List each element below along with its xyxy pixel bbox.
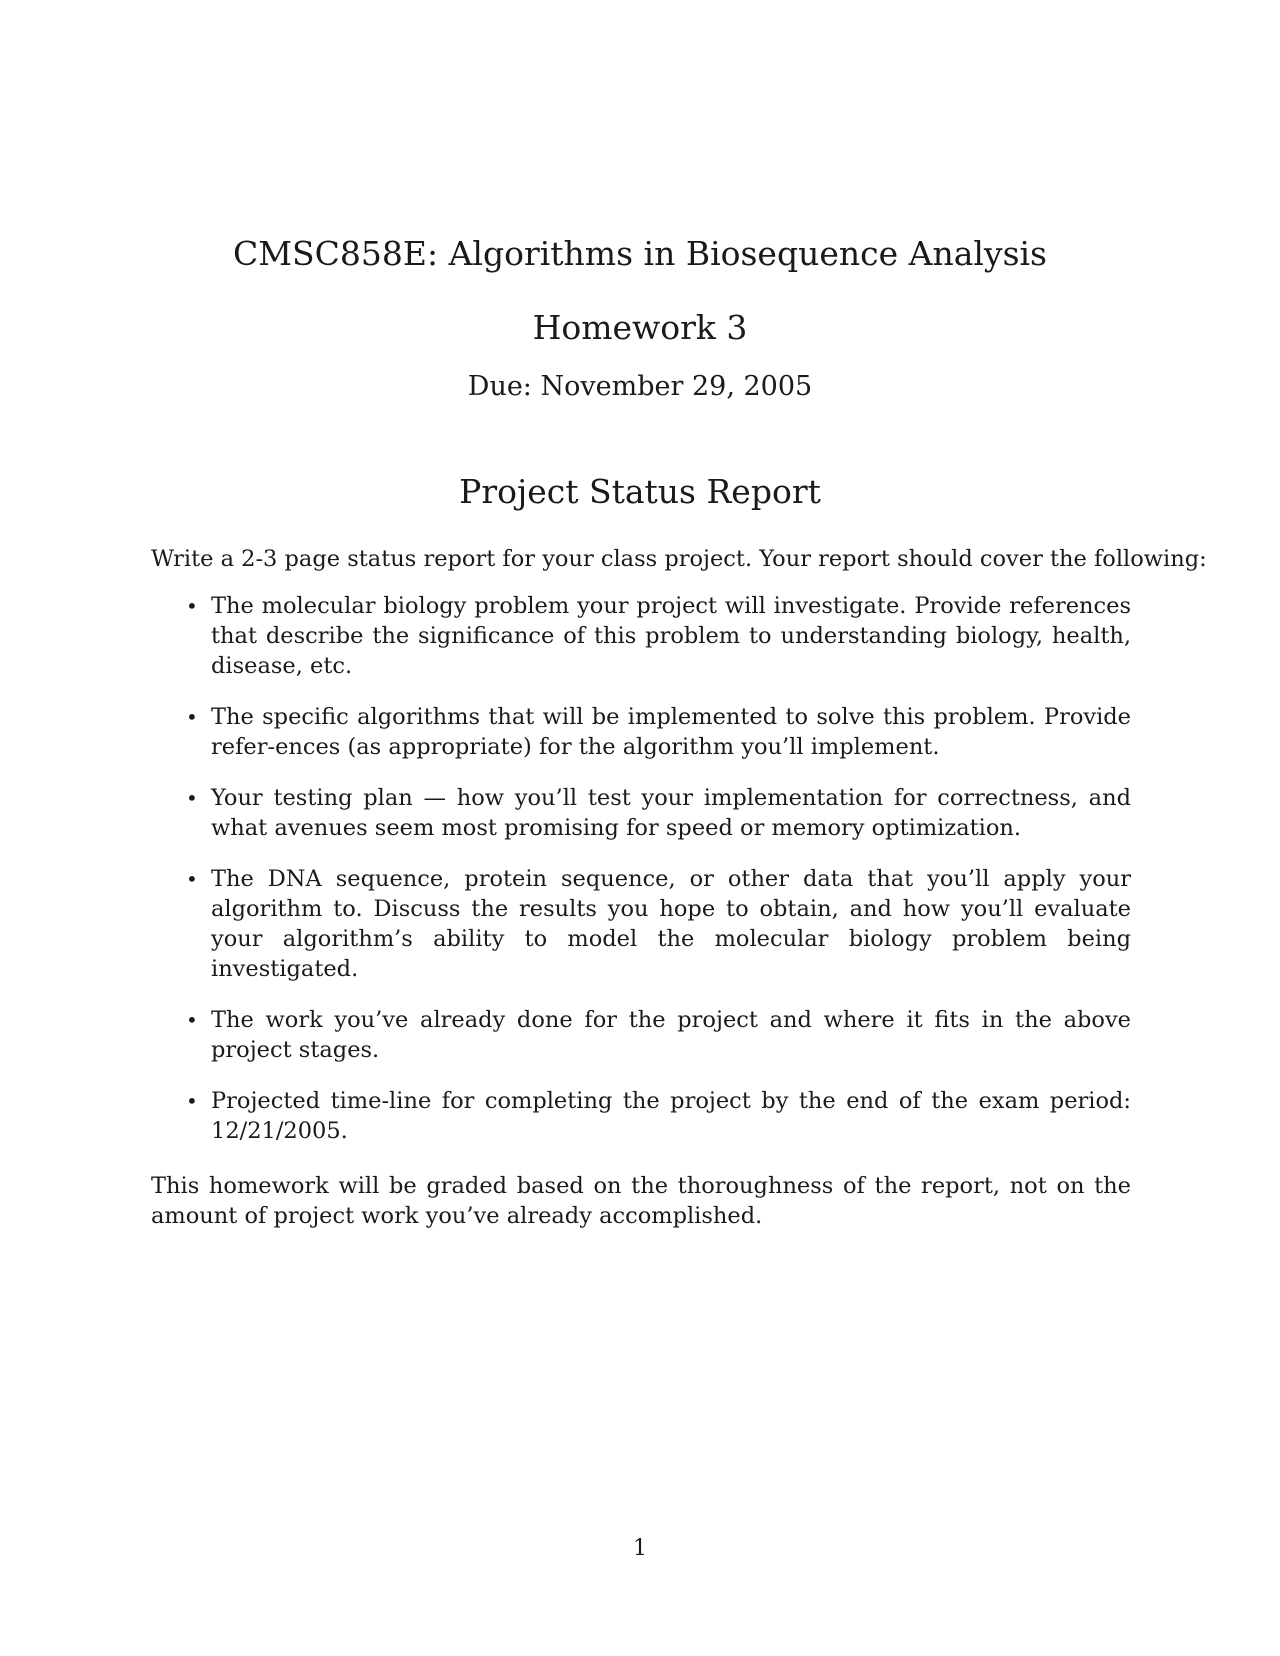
list-item	[186, 864, 1131, 984]
bullet-icon: •	[186, 786, 198, 810]
page-number: 1	[633, 1536, 647, 1561]
list-item-text: The work you’ve already done for the project and where it fits in the above project stages.	[211, 1007, 1131, 1063]
bullet-icon: •	[186, 594, 198, 618]
list-item-text: The specific algorithms that will be implemented to solve this problem. Provide refer-ences (as appropriate) for the algorithm you’ll implement.	[211, 704, 1131, 760]
bullet-icon: •	[186, 1089, 198, 1113]
list-item	[186, 591, 1131, 681]
intro-paragraph: Write a 2-3 page status report for your class project. Your report should cover the following:	[151, 546, 1207, 572]
section-title: Project Status Report	[459, 472, 821, 511]
bullet-icon: •	[186, 705, 198, 729]
bullet-icon: •	[186, 867, 198, 891]
list-item-text: The molecular biology problem your project will investigate. Provide references that describe the significance of this problem to understanding biology, health, disease, etc.	[211, 593, 1131, 679]
list-item	[186, 1086, 1131, 1146]
list-item	[186, 783, 1131, 843]
closing-paragraph: This homework will be graded based on the thoroughness of the report, not on the amount of project work you’ve already accomplished.	[151, 1173, 1131, 1229]
homework-title: Homework 3	[532, 308, 748, 347]
list-item-text: Your testing plan — how you’ll test your implementation for correctness, and what avenues seem most promising for speed or memory optimization.	[211, 785, 1131, 841]
course-title: CMSC858E: Algorithms in Biosequence Analysis	[233, 234, 1047, 273]
bullet-icon: •	[186, 1008, 198, 1032]
list-item-text: Projected time-line for completing the project by the end of the exam period: 12/21/2005.	[211, 1088, 1131, 1144]
list-item-text: The DNA sequence, protein sequence, or other data that you’ll apply your algorithm to. Discuss the results you hope to obtain, and how you’ll evaluate your algorithm’s ability to model the molecular biology problem being investigated.	[211, 866, 1131, 982]
list-item	[186, 702, 1131, 762]
list-item	[186, 1005, 1131, 1065]
due-date: Due: November 29, 2005	[467, 371, 813, 402]
requirements-list	[0, 591, 1280, 1167]
